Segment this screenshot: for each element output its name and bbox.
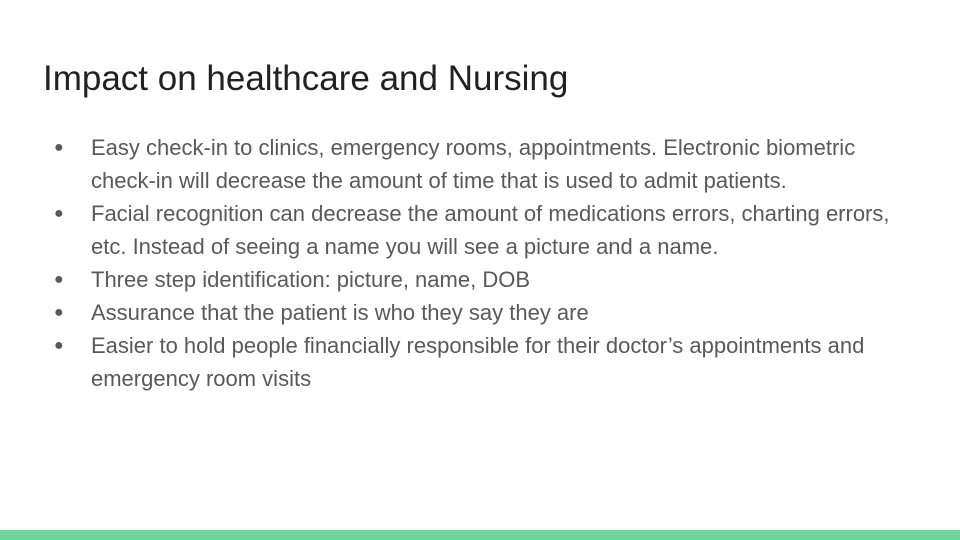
- bullet-dot: ●: [54, 337, 64, 354]
- bullet-list: [54, 131, 904, 395]
- bullet-item: [54, 197, 904, 263]
- bullet-text: Three step identification: picture, name, DOB: [91, 267, 530, 292]
- slide-title: Impact on healthcare and Nursing: [43, 59, 569, 98]
- bullet-item: [54, 263, 904, 296]
- bullet-dot: ●: [54, 139, 64, 156]
- accent-bar: [0, 530, 960, 540]
- bullet-text: Facial recognition can decrease the amount of medications errors, charting errors, etc. Instead of seeing a name you will see a picture and a name.: [91, 201, 890, 259]
- bullet-dot: ●: [54, 304, 64, 321]
- bullet-text: Assurance that the patient is who they say they are: [91, 300, 589, 325]
- bullet-dot: ●: [54, 271, 64, 288]
- bullet-item: [54, 131, 904, 197]
- bullet-item: [54, 329, 904, 395]
- bullet-item: [54, 296, 904, 329]
- bullet-dot: ●: [54, 205, 64, 222]
- bullet-text: Easier to hold people financially responsible for their doctor’s appointments and emergency room visits: [91, 333, 865, 391]
- bullet-text: Easy check-in to clinics, emergency rooms, appointments. Electronic biometric check-in will decrease the amount of time that is used to admit patients.: [91, 135, 856, 193]
